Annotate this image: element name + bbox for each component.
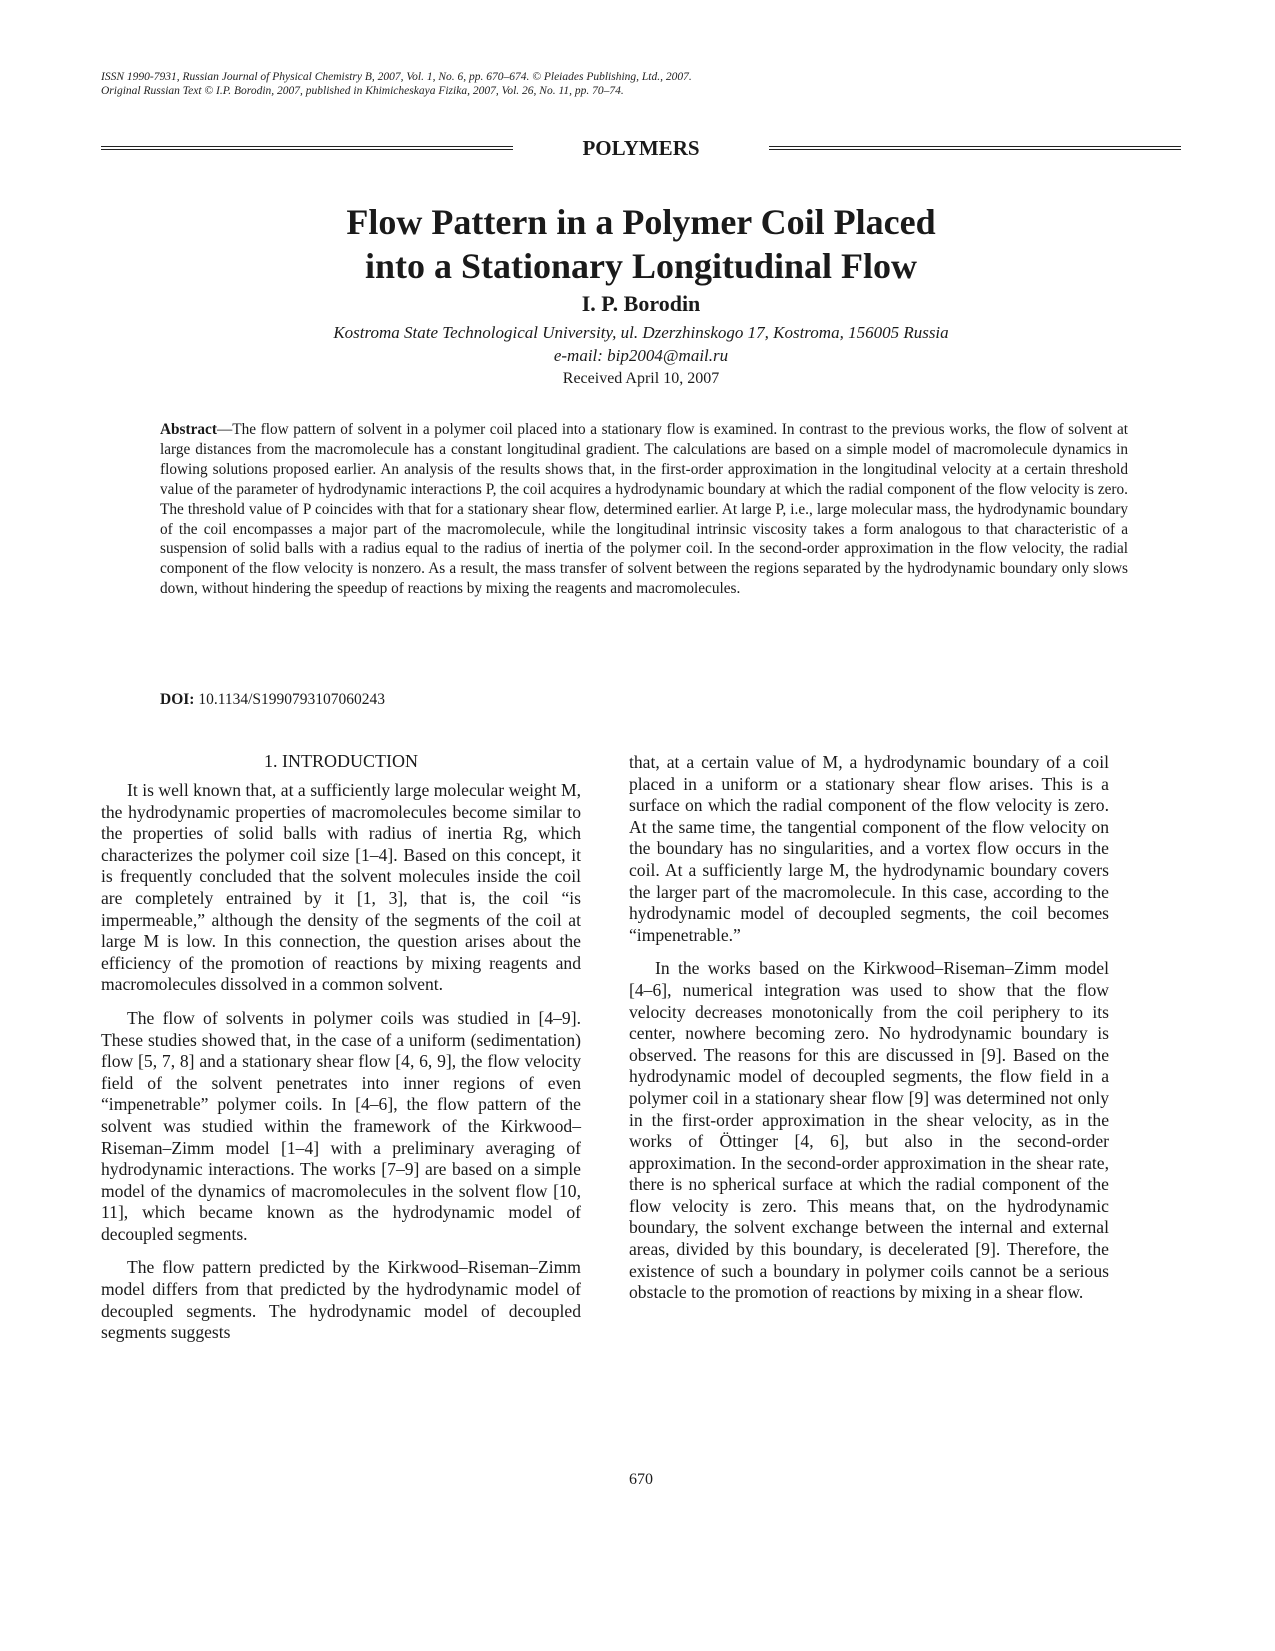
article-title bbox=[101, 200, 1181, 288]
header-line-1: ISSN 1990-7931, Russian Journal of Physical Chemistry B, 2007, Vol. 1, No. 6, pp. 670–674. © Pleiades Publishing, Ltd., 2007. bbox=[101, 71, 692, 83]
paragraph: In the works based on the Kirkwood–Riseman–Zimm model [4–6], numerical integration was used to show that the flow velocity decreases monotonically from the coil periphery to its center, nowhere becoming zero. No hydrodynamic boundary is observed. The reasons for this are discussed in [9]. Based on the hydrodynamic model of decoupled segments, the flow field in a polymer coil in a stationary shear flow [9] was determined not only in the first-order approximation in the shear velocity, as in the works of Öttinger [4, 6], but also in the second-order approximation. In the second-order approximation in the shear rate, there is no spherical surface at which the radial component of the flow velocity is zero. This means that, on the hydrodynamic boundary, the solvent exchange between the internal and external areas, divided by this boundary, is decelerated [9]. Therefore, the existence of such a boundary in polymer coils cannot be a serious obstacle to the promotion of reactions by mixing in a shear flow. bbox=[629, 958, 1109, 1303]
left-column bbox=[101, 748, 581, 1356]
abstract-label: Abstract bbox=[160, 421, 217, 438]
received-date: Received April 10, 2007 bbox=[562, 370, 720, 387]
paragraph: It is well known that, at a sufficiently large molecular weight M, the hydrodynamic properties of macromolecules become similar to the properties of solid balls with radius of inertia Rg, which characterizes the polymer coil size [1–4]. Based on this concept, it is frequently concluded that the solvent molecules inside the coil are completely entrained by it [1, 3], that is, the coil “is impermeable,” although the density of the segments of the coil at large M is low. In this connection, the question arises about the efficiency of the promotion of reactions by mixing reagents and macromolecules dissolved in a common solvent. bbox=[101, 780, 581, 995]
paragraph: that, at a certain value of M, a hydrodynamic boundary of a coil placed in a uniform or a stationary shear flow arises. This is a surface on which the radial component of the flow velocity is zero. At the same time, the tangential component of the flow velocity on the boundary has no singularities, and a vortex flow occurs in the coil. At a sufficiently large M, the hydrodynamic boundary covers the larger part of the macromolecule. In this case, according to the hydrodynamic model of decoupled segments, the coil becomes “impenetrable.” bbox=[629, 752, 1109, 945]
section-heading-introduction: 1. INTRODUCTION bbox=[264, 751, 418, 771]
journal-header bbox=[101, 70, 1181, 98]
right-column bbox=[629, 752, 1109, 1316]
header-line-2: Original Russian Text © I.P. Borodin, 2007, published in Khimicheskaya Fizika, 2007, Vol. 26, No. 11, pp. 70–74. bbox=[101, 85, 624, 97]
abstract-text: —The flow pattern of solvent in a polymer coil placed into a stationary flow is examined. In contrast to the previous works, the flow of solvent at large distances from the macromolecule has a constant longitudinal gradient. The calculations are based on a simple model of macromolecule dynamics in flowing solutions proposed earlier. An analysis of the results shows that, in the first-order approximation in the longitudinal velocity at a certain threshold value of the parameter of hydrodynamic interactions P, the coil acquires a hydrodynamic boundary at which the radial component of the flow velocity is zero. The threshold value of P coincides with that for a stationary shear flow, determined earlier. At large P, i.e., large molecular mass, the hydrodynamic boundary of the coil encompasses a major part of the macromolecule, while the longitudinal intrinsic viscosity takes a form analogous to that characteristic of a suspension of solid balls with a radius equal to the radius of inertia of the polymer coil. In the second-order approximation in the flow velocity, the radial component of the flow velocity is nonzero. As a result, the mass transfer of solvent between the regions separated by the hydrodynamic boundary only slows down, without hindering the speedup of reactions by mixing the reagents and macromolecules. bbox=[160, 421, 1128, 598]
email: e-mail: bip2004@mail.ru bbox=[553, 346, 729, 365]
author: I. P. Borodin bbox=[581, 291, 701, 316]
paragraph: The flow of solvents in polymer coils was studied in [4–9]. These studies showed that, in the case of a uniform (sedimentation) flow [5, 7, 8] and a stationary shear flow [4, 6, 9], the flow velocity field of the solvent penetrates into inner regions of even “impenetrable” polymer coils. In [4–6], the flow pattern of the solvent was studied within the framework of the Kirkwood–Riseman–Zimm model [1–4] with a preliminary averaging of hydrodynamic interactions. The works [7–9] are based on a simple model of the dynamics of macromolecules in the solvent flow [10, 11], which became known as the hydrodynamic model of decoupled segments. bbox=[101, 1007, 581, 1244]
paragraph: The flow pattern predicted by the Kirkwood–Riseman–Zimm model differs from that predicted by the hydrodynamic model of decoupled segments. The hydrodynamic model of decoupled segments suggests bbox=[101, 1257, 581, 1343]
title-line-2: into a Stationary Longitudinal Flow bbox=[364, 246, 918, 286]
title-line-1: Flow Pattern in a Polymer Coil Placed bbox=[346, 202, 936, 242]
section-label: POLYMERS bbox=[582, 136, 700, 160]
page-number: 670 bbox=[629, 1471, 653, 1488]
abstract bbox=[160, 420, 1128, 599]
doi bbox=[160, 690, 1128, 710]
doi-label: DOI: bbox=[160, 691, 195, 708]
section-heading bbox=[101, 134, 1181, 164]
doi-value: 10.1134/S1990793107060243 bbox=[194, 691, 386, 708]
rule-right bbox=[769, 146, 1181, 150]
affiliation: Kostroma State Technological University, ul. Dzerzhinskogo 17, Kostroma, 156005 Russia bbox=[333, 323, 949, 342]
